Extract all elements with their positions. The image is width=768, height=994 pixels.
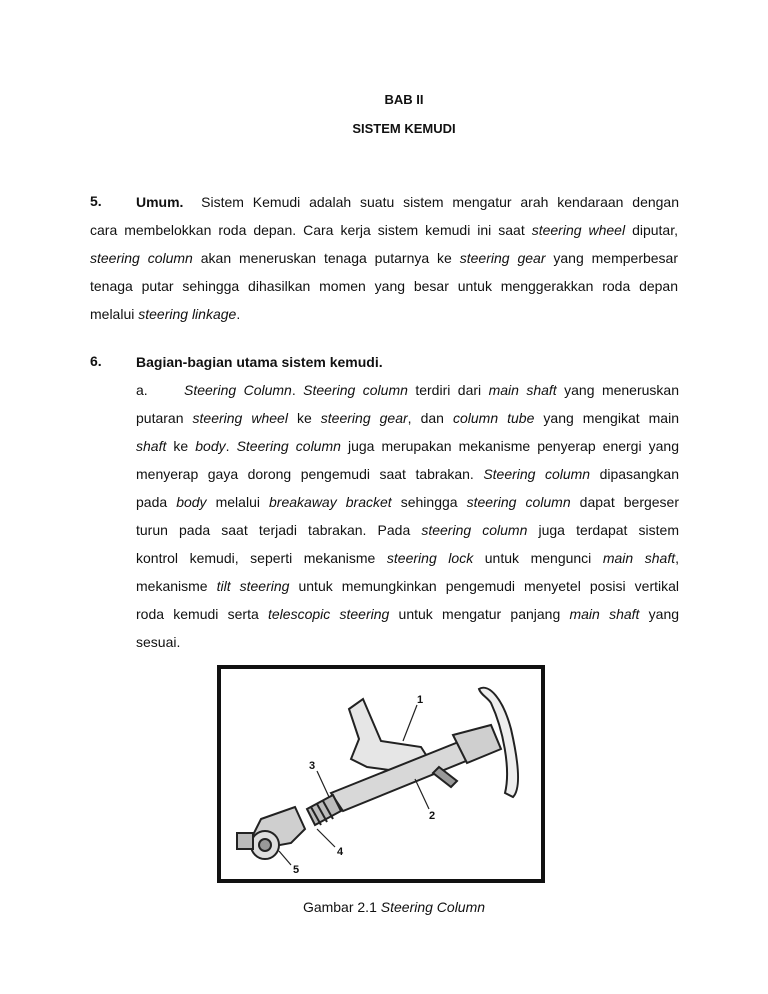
chapter-label: BAB II <box>384 92 424 107</box>
text: , <box>675 550 680 566</box>
chapter-title: SISTEM KEMUDI <box>352 121 456 136</box>
item-a-line-10: sesuai. <box>136 634 181 650</box>
text: yang meneruskan <box>556 382 679 398</box>
text: juga merupakan mekanisme penyerap energi yang <box>340 438 679 454</box>
callout-4: 4 <box>337 846 344 858</box>
text: putaran <box>136 410 193 426</box>
term: breakaway bracket <box>269 494 392 510</box>
item-a-line-6 <box>136 521 679 539</box>
term: shaft <box>136 438 167 454</box>
term: steering column <box>90 250 193 266</box>
section-5-line-5 <box>90 305 678 323</box>
term: tilt steering <box>216 578 290 594</box>
text: melalui <box>206 494 270 510</box>
text: untuk memungkinkan pengemudi menyetel posisi vertikal <box>289 578 680 594</box>
section-5-line-1 <box>136 193 679 211</box>
term: main shaft <box>488 382 557 398</box>
item-a-line-3 <box>136 437 679 455</box>
item-a-line-2 <box>136 409 679 427</box>
caption-italic: Steering Column <box>380 899 486 915</box>
section-6-number: 6. <box>90 353 102 369</box>
term: Steering Column <box>184 382 292 398</box>
caption-prefix: Gambar 2.1 <box>302 899 381 915</box>
term: Steering column <box>303 382 408 398</box>
section-5-line-3 <box>90 249 678 267</box>
text: ke <box>166 438 196 454</box>
callout-5: 5 <box>293 864 300 876</box>
text: sehingga <box>391 494 467 510</box>
term: steering column <box>466 494 571 510</box>
term: steering wheel <box>192 410 288 426</box>
term: steering lock <box>386 550 474 566</box>
steering-column-diagram <box>221 669 541 879</box>
callout-3: 3 <box>309 760 316 772</box>
term: Steering column <box>236 438 341 454</box>
section-5-number: 5. <box>90 193 102 209</box>
item-a-line-8 <box>136 577 679 595</box>
callout-2: 2 <box>429 810 436 822</box>
text: . <box>236 306 241 322</box>
text: menyerap gaya dorong pengemudi saat tabrakan. <box>136 466 484 482</box>
term: steering wheel <box>531 222 626 238</box>
text: diputar, <box>625 222 678 238</box>
item-a-line-9 <box>136 605 679 623</box>
figure-caption <box>0 899 768 915</box>
item-a-line-7 <box>136 549 679 567</box>
section-5-heading: Umum. <box>136 194 184 210</box>
text: dipasangkan <box>590 466 679 482</box>
term: body <box>195 438 226 454</box>
text: terdiri dari <box>407 382 489 398</box>
item-a-letter: a. <box>136 382 148 398</box>
text: yang memperbesar <box>545 250 679 266</box>
text: roda kemudi serta <box>136 606 268 622</box>
text: , dan <box>407 410 453 426</box>
steering-column-figure <box>217 665 545 883</box>
text: Sistem Kemudi adalah suatu sistem mengatur arah kendaraan dengan <box>201 194 679 210</box>
text: mekanisme <box>136 578 217 594</box>
text: melalui <box>90 306 139 322</box>
text: cara membelokkan roda depan. Cara kerja sistem kemudi ini saat <box>90 222 532 238</box>
item-a-line-1 <box>184 381 679 399</box>
term: column tube <box>452 410 535 426</box>
section-5-line-2 <box>90 221 678 239</box>
term: telescopic steering <box>268 606 390 622</box>
text: pada <box>136 494 177 510</box>
text: kontrol kemudi, seperti mekanisme <box>136 550 387 566</box>
text: turun pada saat terjadi tabrakan. Pada <box>136 522 422 538</box>
term: body <box>176 494 207 510</box>
section-6-heading: Bagian-bagian utama sistem kemudi. <box>136 354 383 370</box>
callout-1: 1 <box>417 694 424 706</box>
text: ke <box>287 410 321 426</box>
term: steering column <box>421 522 528 538</box>
text: . <box>225 438 237 454</box>
text: yang <box>639 606 680 622</box>
section-5-line-4: tenaga putar sehingga dihasilkan momen yang besar untuk menggerakkan roda depan <box>90 278 678 294</box>
text: akan meneruskan tenaga putarnya ke <box>192 250 460 266</box>
text: untuk mengatur panjang <box>389 606 570 622</box>
term: steering gear <box>320 410 408 426</box>
term: main shaft <box>602 550 676 566</box>
item-a-line-4 <box>136 465 679 483</box>
text: untuk mengunci <box>473 550 603 566</box>
term: steering gear <box>459 250 546 266</box>
item-a-line-5 <box>136 493 679 511</box>
text: dapat bergeser <box>570 494 680 510</box>
term: steering linkage <box>138 306 237 322</box>
term: Steering column <box>483 466 591 482</box>
text: yang mengikat main <box>534 410 679 426</box>
text: . <box>291 382 304 398</box>
term: main shaft <box>569 606 640 622</box>
text: juga terdapat sistem <box>527 522 679 538</box>
